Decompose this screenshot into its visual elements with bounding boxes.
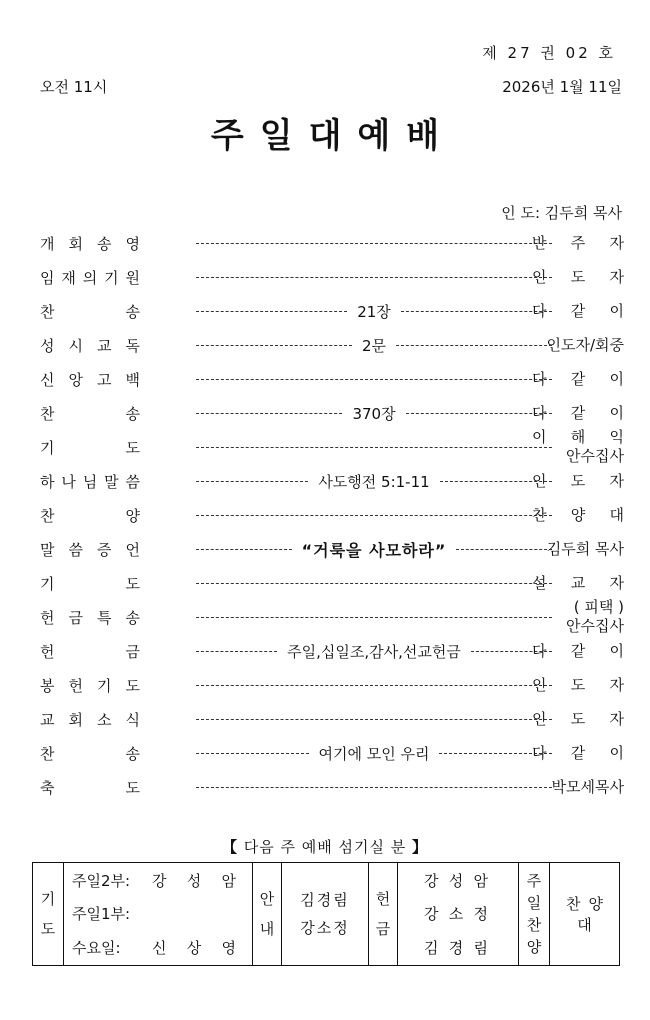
order-leader-line — [196, 260, 552, 294]
order-row — [40, 260, 624, 294]
next-week-heading-text: 다음 주 예배 섬기실 분 — [243, 838, 407, 856]
order-row — [40, 532, 624, 566]
prayer-roster — [64, 864, 252, 964]
order-label: 찬 양 — [40, 506, 140, 525]
order-person-line: 다 같 이 — [532, 403, 624, 422]
guide-name: 강소정 — [300, 919, 350, 937]
order-person-line: 인 도 자 — [532, 709, 624, 728]
order-label: 말 씀 증 언 — [40, 540, 140, 559]
service-key: 주일1부: — [72, 905, 131, 924]
order-person — [532, 736, 624, 770]
service-line — [72, 870, 252, 891]
order-row — [40, 770, 624, 804]
order-detail: 370장 — [352, 404, 396, 423]
service-line — [72, 903, 252, 924]
order-row — [40, 396, 624, 430]
order-label: 찬 송 — [40, 302, 140, 321]
order-leader-line — [196, 634, 552, 668]
order-person — [532, 702, 624, 736]
order-person-line: 다 같 이 — [532, 743, 624, 762]
order-leader-line — [196, 328, 552, 362]
order-person — [532, 464, 624, 498]
service-time: 오전 11시 — [40, 78, 108, 96]
guide-label-cell — [253, 863, 282, 966]
order-leader-line — [196, 362, 552, 396]
service-name: 신 상 영 — [152, 938, 236, 957]
order-person — [532, 634, 624, 668]
order-person — [532, 566, 624, 600]
service-name — [152, 903, 236, 924]
order-leader-line — [196, 498, 552, 532]
order-person-line: 안수집사 — [566, 617, 624, 635]
order-row — [40, 328, 624, 362]
order-leader-line — [196, 464, 552, 498]
order-detail: 2문 — [361, 336, 387, 355]
order-person — [532, 668, 624, 702]
order-detail: 여기에 모인 우리 — [318, 744, 430, 763]
service-date: 2026년 1월 11일 — [502, 78, 622, 96]
guide-names — [282, 886, 368, 942]
order-row — [40, 600, 624, 634]
order-leader-line — [196, 226, 552, 260]
order-label: 봉 헌 기 도 — [40, 676, 140, 695]
order-label: 헌 금 특 송 — [40, 608, 140, 627]
page-title: 주일대예배 — [210, 116, 456, 156]
order-leader-line — [196, 600, 552, 634]
order-leader-line — [196, 294, 552, 328]
worship-team: 찬양대 — [566, 895, 611, 934]
order-row — [40, 226, 624, 260]
guide-label: 안 내 — [259, 890, 275, 938]
bracket-open: 【 — [221, 838, 238, 856]
service-name: 강 성 암 — [152, 872, 236, 891]
order-row — [40, 294, 624, 328]
order-person-line: 설 교 자 — [532, 573, 624, 592]
issue-number: 제 27 권 02 호 — [482, 44, 616, 62]
offering-name: 강 성 암 — [424, 872, 488, 891]
order-person — [532, 328, 624, 362]
order-person-line: ( 피택 ) — [573, 598, 624, 616]
order-label: 헌 금 — [40, 642, 140, 661]
offering-names — [398, 864, 518, 964]
order-person-line: 이 해 익 — [532, 428, 624, 446]
offering-label-cell — [369, 863, 398, 966]
prayer-label: 기 도 — [40, 890, 56, 938]
offering-name: 김 경 림 — [424, 938, 488, 957]
guide-name: 김경림 — [300, 891, 350, 909]
order-person-line: 다 같 이 — [532, 641, 624, 660]
order-detail: “거룩을 사모하라” — [301, 540, 447, 560]
order-leader-line — [196, 566, 552, 600]
order-leader-line — [196, 702, 552, 736]
order-label: 임 재 의 기 원 — [40, 268, 140, 287]
offering-label: 헌 금 — [375, 890, 391, 938]
order-leader-line — [196, 736, 552, 770]
order-label: 찬 송 — [40, 404, 140, 423]
order-row — [40, 702, 624, 736]
service-key: 주일2부: — [72, 872, 131, 891]
next-week-roster — [32, 862, 620, 966]
presider: 인 도: 김두희 목사 — [501, 204, 622, 222]
order-person-line: 안수집사 — [566, 447, 624, 465]
order-detail: 주일,십일조,감사,선교헌금 — [287, 642, 461, 661]
order-person — [532, 260, 624, 294]
order-row — [40, 736, 624, 770]
order-row — [40, 566, 624, 600]
service-key: 수요일: — [72, 938, 121, 957]
order-person — [532, 396, 624, 430]
worship-label-cell — [519, 863, 550, 966]
order-person-line: 다 같 이 — [532, 301, 624, 320]
order-label: 성 시 교 독 — [40, 336, 140, 355]
order-person-line: 인 도 자 — [532, 267, 624, 286]
order-label: 기 도 — [40, 574, 140, 593]
order-person — [532, 362, 624, 396]
order-detail: 21장 — [357, 302, 391, 321]
order-person-line: 인도자/회중 — [546, 335, 624, 354]
order-label: 신 앙 고 백 — [40, 370, 140, 389]
order-person — [532, 532, 624, 566]
guide-names-cell — [282, 863, 369, 966]
order-person-line: 인 도 자 — [532, 471, 624, 490]
order-row — [40, 498, 624, 532]
next-week-heading — [0, 836, 650, 857]
order-leader-line — [196, 668, 552, 702]
order-leader-line — [196, 770, 552, 804]
worship-label: 주 일 찬 양 — [526, 872, 542, 956]
order-row — [40, 430, 624, 464]
order-person — [532, 600, 624, 634]
order-label: 찬 송 — [40, 744, 140, 763]
order-label: 개 회 송 영 — [40, 234, 140, 253]
order-leader-line — [196, 396, 552, 430]
prayer-roster-cell — [64, 863, 253, 966]
order-person-line: 반 주 자 — [532, 233, 624, 252]
offering-names-cell — [398, 863, 519, 966]
order-person — [532, 430, 624, 464]
order-person — [532, 498, 624, 532]
order-detail: 사도행전 5:1-11 — [318, 472, 430, 491]
order-label: 교 회 소 식 — [40, 710, 140, 729]
order-label: 기 도 — [40, 438, 140, 457]
order-row — [40, 668, 624, 702]
order-label: 하 나 님 말 씀 — [40, 472, 140, 491]
worship-team-cell — [550, 863, 620, 966]
prayer-label-cell — [33, 863, 64, 966]
order-person-line: 김두희 목사 — [546, 539, 624, 558]
order-row — [40, 362, 624, 396]
order-person — [532, 294, 624, 328]
service-line — [72, 937, 252, 958]
order-person-line: 찬 양 대 — [532, 505, 624, 524]
bracket-close: 】 — [412, 838, 429, 856]
order-person-line: 박모세목사 — [551, 777, 624, 796]
order-row — [40, 464, 624, 498]
offering-name: 강 소 정 — [424, 905, 488, 924]
order-leader-line — [196, 430, 552, 464]
order-label: 축 도 — [40, 778, 140, 797]
order-row — [40, 634, 624, 668]
order-leader-line — [196, 532, 552, 566]
order-person-line: 다 같 이 — [532, 369, 624, 388]
order-person-line: 인 도 자 — [532, 675, 624, 694]
order-person — [532, 770, 624, 804]
order-person — [532, 226, 624, 260]
